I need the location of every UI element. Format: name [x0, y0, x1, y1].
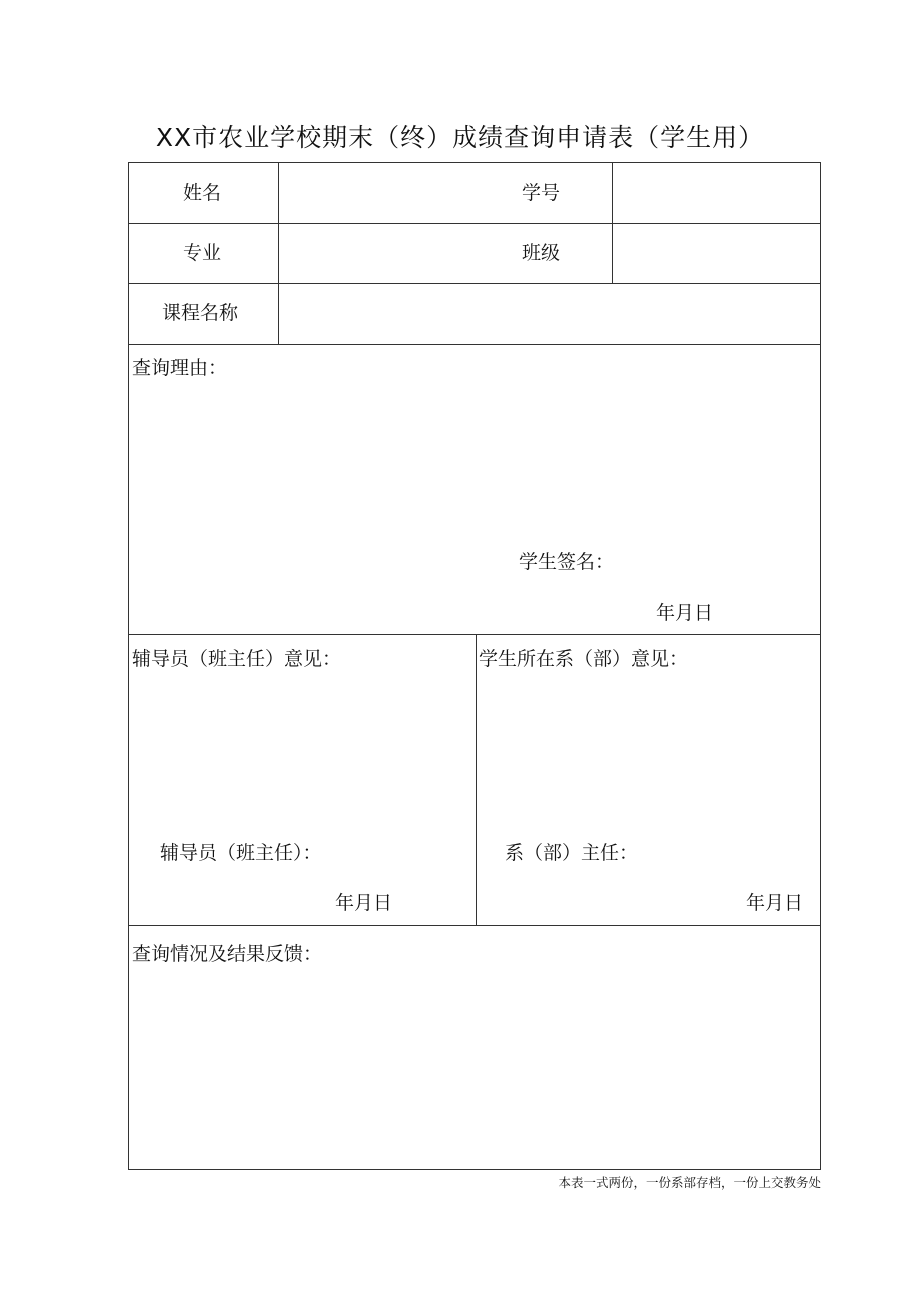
course-name-field[interactable] — [279, 284, 820, 344]
reason-field[interactable] — [129, 345, 820, 634]
department-opinion-field[interactable] — [477, 635, 820, 925]
name-field[interactable] — [279, 163, 612, 223]
student-id-label: 学号 — [522, 182, 561, 204]
footer-note: 本表一式两份，一份系部存档，一份上交教务处 — [558, 1175, 821, 1190]
counselor-opinion-field[interactable] — [129, 635, 476, 925]
department-head-signature-label: 系（部）主任： — [505, 842, 639, 864]
class-field[interactable] — [613, 224, 820, 283]
major-field[interactable] — [279, 224, 612, 283]
department-date-label: 年月日 — [746, 892, 804, 914]
class-label: 班级 — [522, 242, 561, 264]
counselor-opinion-label: 辅导员（班主任）意见： — [132, 648, 342, 670]
reason-label: 查询理由： — [132, 357, 228, 379]
student-signature-label: 学生签名： — [519, 551, 615, 573]
department-opinion-label: 学生所在系（部）意见： — [479, 648, 689, 670]
counselor-date-label: 年月日 — [335, 892, 393, 914]
major-label: 专业 — [183, 242, 222, 264]
name-label: 姓名 — [183, 182, 222, 204]
course-name-label: 课程名称 — [162, 302, 239, 324]
counselor-signature-label: 辅导员（班主任）： — [160, 842, 322, 864]
reason-date-label: 年月日 — [656, 602, 714, 624]
application-form — [128, 162, 821, 1170]
student-id-field[interactable] — [613, 163, 820, 223]
form-title: XX市农业学校期末（终）成绩查询申请表（学生用） — [155, 123, 765, 152]
feedback-label: 查询情况及结果反馈： — [132, 943, 323, 965]
